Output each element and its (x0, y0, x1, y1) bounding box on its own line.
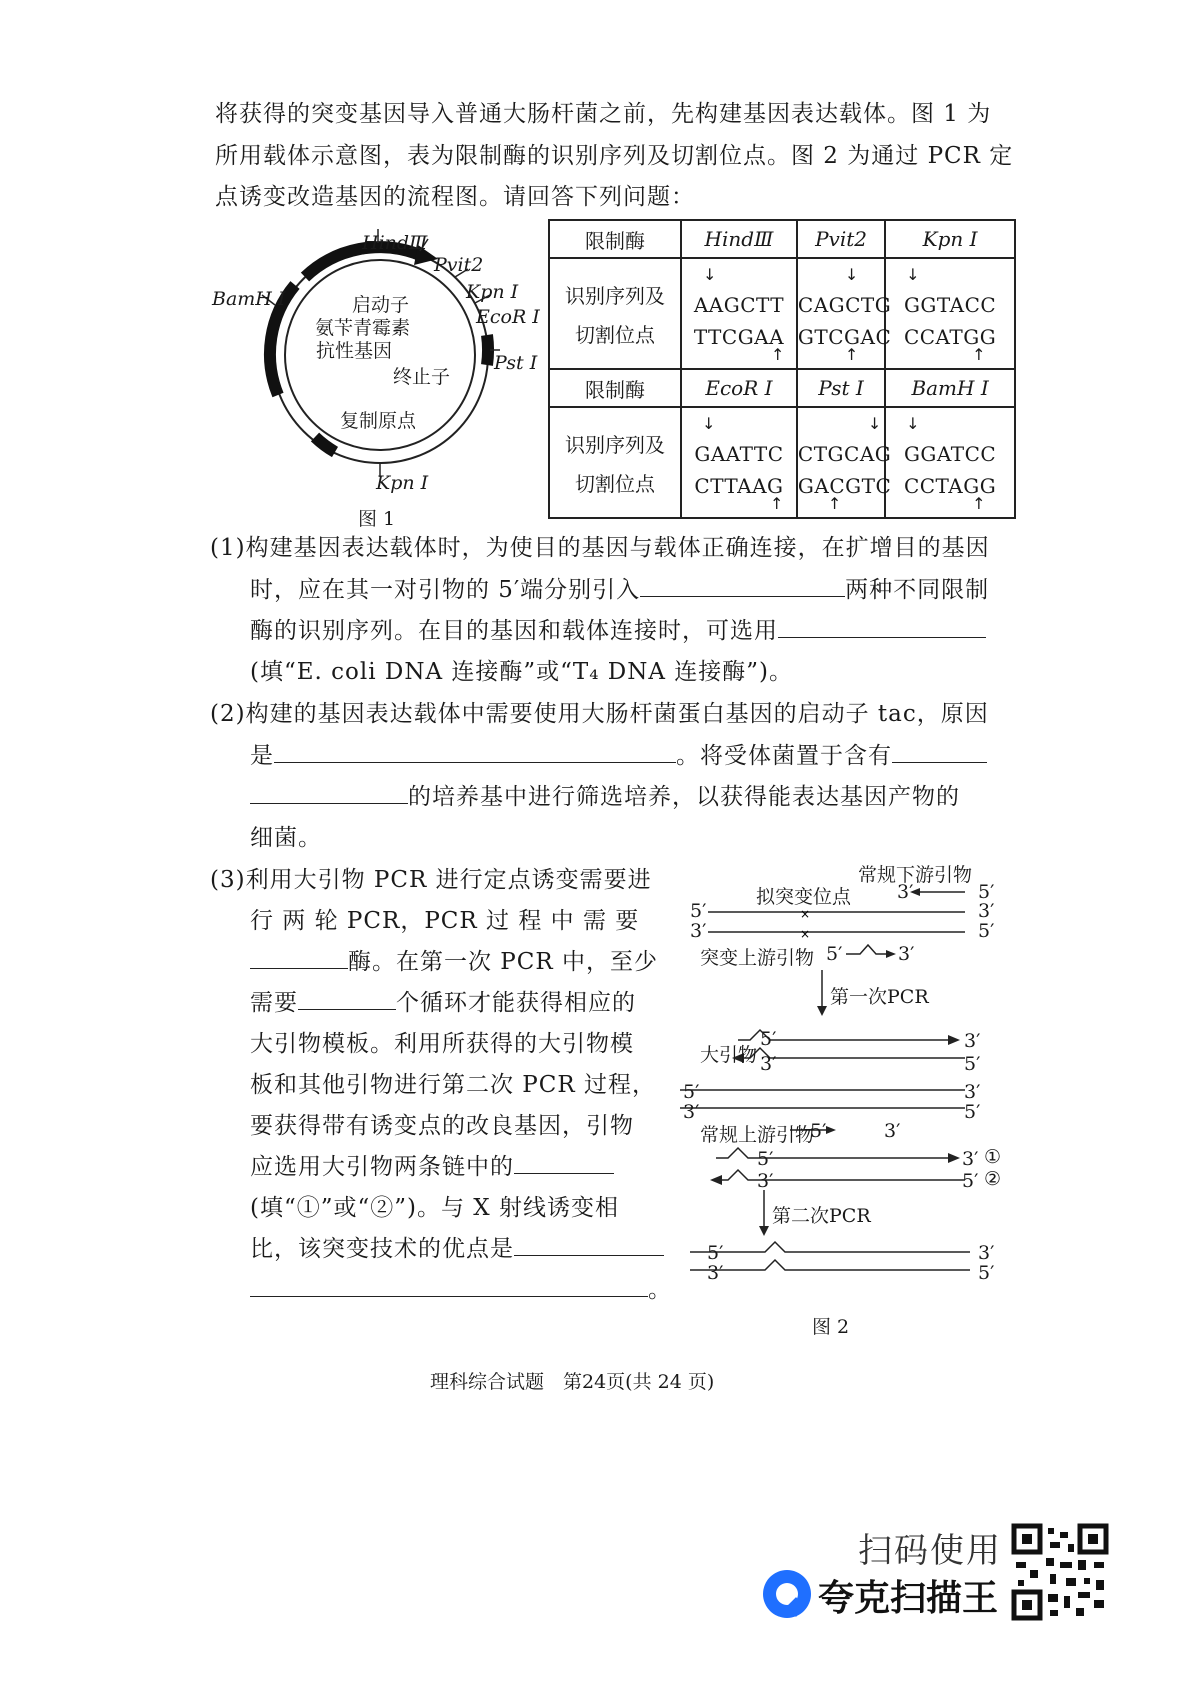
sequence-cell: ↓ CTGCAG GACGTC ↑ (797, 407, 885, 518)
figure-1-caption: 图 1 (358, 508, 396, 530)
scanner-logo-icon (763, 1570, 811, 1618)
mutation-mark: × (800, 907, 811, 921)
sequence-cell: ↓ CAGCTG GTCGAC ↑ (797, 258, 885, 369)
enzyme-name: HindⅢ (681, 220, 797, 258)
q3-line-11: 。 (250, 1270, 672, 1311)
label-kpn-bottom: Kpn Ⅰ (376, 472, 429, 494)
label-ori: 复制原点 (340, 410, 417, 432)
label-terminator: 终止子 (393, 366, 451, 388)
label-resistance-1: 氨苄青霉素 (315, 317, 411, 339)
label-hind: HindⅢ (362, 232, 428, 254)
q1-line-2: 时，应在其一对引物的 5′端分别引入 两种不同限制 (250, 570, 989, 611)
label-kpn-top: Kpn Ⅰ (466, 281, 519, 303)
answer-blank[interactable] (250, 777, 408, 804)
label-3prime: 3′ (978, 1242, 995, 1264)
enzyme-name: EcoR Ⅰ (681, 369, 797, 407)
sequence-label: 识别序列及 切割位点 (549, 407, 681, 518)
label-5prime: 5′ (690, 900, 707, 922)
label-3prime: 3′ (884, 1120, 901, 1142)
label-5prime: 5′ (683, 1081, 700, 1103)
enzyme-name: Pvit2 (797, 220, 885, 258)
intro-line-1: 将获得的突变基因导入普通大肠杆菌之前，先构建基因表达载体。图 1 为 (215, 101, 992, 127)
label-pst: Pst Ⅰ (494, 352, 538, 374)
label-5prime: 5′ (964, 1053, 981, 1075)
label-pvit: Pvit2 (434, 254, 484, 276)
q3-line-3: 酶。在第一次 PCR 中，至少 (250, 942, 658, 983)
label-3prime: 3′ (964, 1081, 981, 1103)
scanner-brand: 夸克扫描王 (818, 1578, 999, 1619)
sequence-label: 识别序列及 切割位点 (549, 258, 681, 369)
q3-line-6: 板和其他引物进行第二次 PCR 过程， (250, 1072, 657, 1098)
label-circle-1: ① (984, 1146, 1002, 1168)
intro-line-3: 点诱变改造基因的流程图。请回答下列问题： (215, 184, 695, 210)
enzyme-header: 限制酶 (549, 220, 681, 258)
label-3prime: 3′ (897, 881, 914, 903)
label-3prime: 3′ (978, 900, 995, 922)
ori-segment (315, 437, 335, 452)
answer-blank[interactable] (250, 942, 348, 969)
label-5prime: 5′ (760, 1028, 777, 1050)
label-3prime: 3′ (683, 1101, 700, 1123)
answer-blank[interactable] (250, 1270, 648, 1297)
qr-code-icon (1010, 1522, 1110, 1622)
sequence-cell: ↓ AAGCTT TTCGAA ↑ (681, 258, 797, 369)
q2-line-2: 是 。将受体菌置于含有 (250, 736, 987, 777)
q1-line-1: (1)构建基因表达载体时，为使目的基因与载体正确连接，在扩增目的基因 (210, 535, 990, 561)
answer-blank[interactable] (514, 1147, 614, 1174)
q3-line-1: (3)利用大引物 PCR 进行定点诱变需要进 (210, 867, 652, 893)
label-first-pcr: 第一次PCR (830, 986, 929, 1008)
label-normal-upstream-primer: 常规上游引物 (700, 1124, 815, 1146)
label-circle-2: ② (984, 1168, 1002, 1190)
q3-line-4: 需要 个循环才能获得相应的 (250, 983, 636, 1024)
label-3prime: 3′ (757, 1170, 774, 1192)
q3-line-10: 比，该突变技术的优点是 (250, 1229, 664, 1270)
page-footer: 理科综合试题 第24页(共 24 页) (430, 1371, 715, 1393)
answer-blank[interactable] (892, 736, 987, 763)
label-resistance-2: 抗性基因 (316, 340, 393, 362)
label-3prime: 3′ (962, 1148, 979, 1170)
answer-blank[interactable] (640, 570, 845, 597)
label-5prime: 5′ (757, 1148, 774, 1170)
pcr-diagram (680, 850, 1010, 1310)
label-5prime: 5′ (978, 881, 995, 903)
q3-line-2: 行 两 轮 PCR，PCR 过 程 中 需 要 (250, 908, 640, 934)
label-5prime: 5′ (978, 920, 995, 942)
q3-line-9: (填“①”或“②”)。与 X 射线诱变相 (250, 1195, 619, 1221)
label-3prime: 3′ (964, 1030, 981, 1052)
label-3prime: 3′ (690, 920, 707, 942)
answer-blank[interactable] (778, 611, 986, 638)
q3-line-8: 应选用大引物两条链中的 (250, 1147, 614, 1188)
label-5prime: 5′ (810, 1120, 827, 1142)
scanner-slogan: 扫码使用 (858, 1531, 1002, 1571)
terminator-segment (487, 335, 488, 365)
plasmid-diagram (200, 225, 545, 525)
label-bamh: BamH Ⅰ (212, 288, 286, 310)
enzyme-name: Kpn Ⅰ (885, 220, 1015, 258)
figure-2-caption: 图 2 (812, 1316, 850, 1338)
q2-line-3: 的培养基中进行筛选培养，以获得能表达基因产物的 (250, 777, 960, 818)
label-5prime: 5′ (964, 1101, 981, 1123)
enzyme-name: BamH Ⅰ (885, 369, 1015, 407)
sequence-cell: ↓ GGATCC CCTAGG ↑ (885, 407, 1015, 518)
enzyme-header: 限制酶 (549, 369, 681, 407)
label-downstream-primer: 常规下游引物 (858, 864, 973, 886)
enzyme-table (548, 219, 1016, 519)
intro-line-2: 所用载体示意图，表为限制酶的识别序列及切割位点。图 2 为通过 PCR 定 (215, 143, 1014, 169)
label-5prime: 5′ (707, 1242, 724, 1264)
q3-line-5: 大引物模板。利用所获得的大引物模 (250, 1031, 634, 1057)
q1-line-4: (填“E. coli DNA 连接酶”或“T₄ DNA 连接酶”)。 (250, 659, 793, 685)
q1-line-3: 酶的识别序列。在目的基因和载体连接时，可选用 (250, 611, 986, 652)
answer-blank[interactable] (274, 736, 676, 763)
enzyme-name: Pst Ⅰ (797, 369, 885, 407)
q2-line-1: (2)构建的基因表达载体中需要使用大肠杆菌蛋白基因的启动子 tac，原因 (210, 701, 989, 727)
q2-line-4: 细菌。 (250, 825, 322, 851)
label-promoter: 启动子 (352, 294, 410, 316)
label-5prime: 5′ (962, 1170, 979, 1192)
label-5prime: 5′ (978, 1262, 995, 1284)
mutation-mark: × (800, 927, 811, 941)
q3-line-7: 要获得带有诱变点的改良基因，引物 (250, 1113, 634, 1139)
answer-blank[interactable] (298, 983, 396, 1010)
answer-blank[interactable] (514, 1229, 664, 1256)
label-second-pcr: 第二次PCR (772, 1205, 871, 1227)
label-mutant-upstream-primer: 突变上游引物 (700, 947, 815, 969)
label-5prime: 5′ (826, 943, 843, 965)
sequence-cell: ↓ GGTACC CCATGG ↑ (885, 258, 1015, 369)
label-ecor: EcoR Ⅰ (476, 306, 540, 328)
sequence-cell: ↓ GAATTC CTTAAG ↑ (681, 407, 797, 518)
label-megaprimer: 大引物 (700, 1044, 758, 1066)
label-3prime: 3′ (707, 1262, 724, 1284)
label-3prime: 3′ (760, 1053, 777, 1075)
label-mutation-site: 拟突变位点 (756, 886, 852, 908)
label-3prime: 3′ (898, 943, 915, 965)
